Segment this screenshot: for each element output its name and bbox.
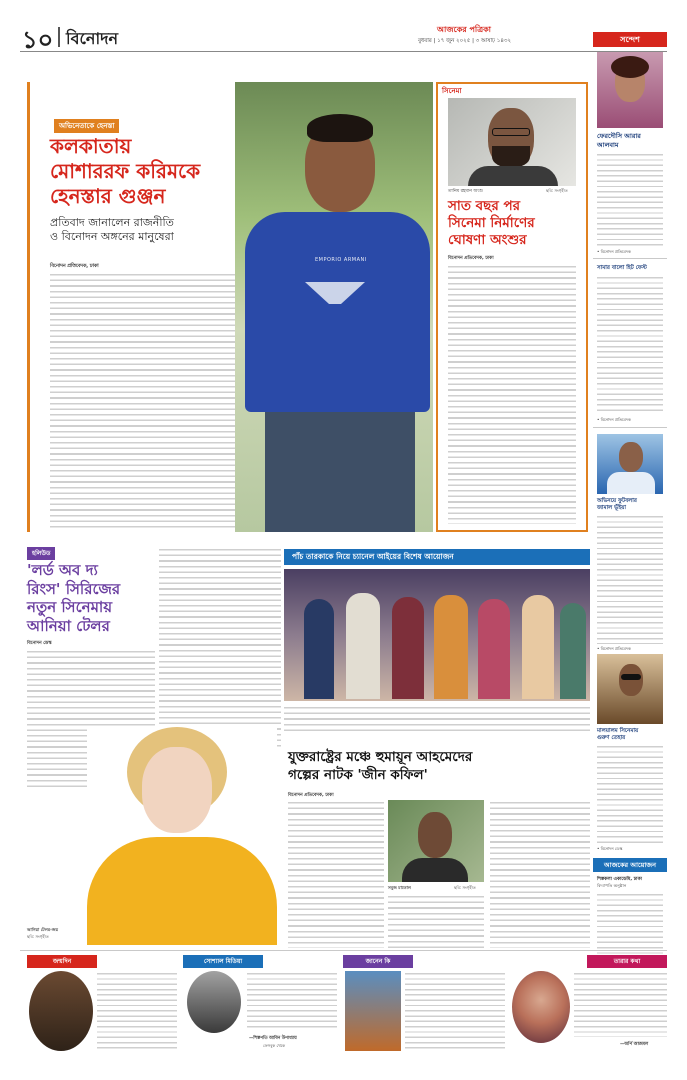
page-divider [58,27,60,47]
cinema-byline: বিনোদন প্রতিবেদক, ঢাকা [448,256,494,261]
hollywood-byline: বিনোদন ডেস্ক [27,641,52,646]
hollywood-headline-line-4: আনিয়া টেলর [27,616,110,635]
photo-beard [492,146,530,168]
channel-i-body-text [284,705,590,731]
birthday-text [97,971,177,1051]
lead-byline: বিনোদন প্রতিবেদক, ঢাকা [50,264,99,269]
photo-person [560,603,586,699]
cinema-headline-line-1: সাত বছর পর [448,198,521,214]
mosharraf-karim-photo [235,82,433,532]
paper-name: আজকের পত্রিকা [437,25,491,34]
bottom-divider [20,950,667,951]
item1-title [597,132,641,149]
social-media-photo [187,971,241,1033]
item1-title-line-2: আলবাম [597,140,619,149]
drama-body-text-right [490,800,590,948]
sidebar-title: সন্দেশ [593,32,667,47]
item4-title-line-1: মালয়ালম সিনেমায় [597,728,639,734]
page-number: ১০ [22,25,54,54]
events-line-1: শিল্পকলা একাডেমি, ঢাকা [597,877,642,882]
channel-i-banner: পাঁচ তারকাকে নিয়ে চ্যানেল আইয়ের বিশেষ আয়োজন [284,549,590,565]
kendrick-lamar-photo [29,971,93,1051]
hollywood-caption: আনিয়া টেলর-জয় [27,927,59,932]
star-talk-box [510,955,667,1053]
photo-glasses [492,128,530,136]
item1-credit: • বিনোদন প্রতিবেদক [597,249,631,254]
did-you-know-title: জানেন কি [343,955,413,968]
did-you-know-text [405,971,505,1051]
lead-deck-line-2: ও বিনোদন অঙ্গনের মানুষেরা [50,230,174,243]
drama-story [284,748,590,948]
lead-deck-line-1: প্রতিবাদ জানালেন রাজনীতি [50,216,174,229]
photo-face [418,812,452,858]
lead-story [27,82,430,532]
photo-hair [611,56,649,78]
photo-person [304,599,334,699]
cinema-headline-line-2: সিনেমা নির্মাণের [448,215,535,231]
birthday-title: জন্মদিন [27,955,97,968]
item1-text [597,152,663,247]
social-media-box [183,955,338,1053]
cinema-body-text [448,264,576,524]
events-line-2: বিদ্যাপতি অনুষ্ঠান [597,883,627,888]
social-media-title: সোশ্যাল মিডিয়া [183,955,263,968]
cinema-headline-line-3: ঘোষণা অংশুর [448,232,527,248]
photo-sunglasses [621,674,641,680]
masthead [20,22,667,52]
star-talk-title: তারার কথা [587,955,667,968]
drama-byline: বিনোদন প্রতিবেদক, ঢাকা [288,793,334,798]
drama-headline-line-2: গল্পের নাটক 'জীন কফিল' [288,767,428,783]
hollywood-headline-line-3: নতুন সিনেমায় [27,598,113,616]
item4-title [597,728,638,742]
tanim-rahman-photo [448,98,576,186]
item1-title-line-1: ফেরদৌসি আরার [597,132,641,140]
divider [593,258,667,259]
item3-title-line-1: অভিনয়ে ফুটবলার [597,498,637,504]
photo-dress [87,837,277,945]
item4-credit: • বিনোদন ডেস্ক [597,846,623,851]
cinema-headline [448,198,583,249]
ferdousi-ara-photo [597,52,663,128]
did-you-know-box [343,955,505,1053]
photo-jersey [607,472,655,494]
jamal-bhuiyan-photo [597,434,663,494]
item4-text [597,744,663,844]
drama-caption: সবুজ মাতোল [388,885,412,890]
photo-body [468,166,558,186]
lead-headline [50,134,260,209]
item4-title-line-2: গুরুণ তেহার [597,735,626,741]
cinema-story [436,82,588,532]
star-talk-text [574,971,667,1037]
photo-person [392,597,424,699]
item3-title-line-2: জামাল ভূঁইয়া [597,505,626,511]
section-title: বিনোদন [66,29,119,48]
photo-face [142,747,212,833]
item2-text [597,275,663,415]
hollywood-headline-line-2: রিংস' সিরিজের [27,579,121,598]
item3-credit: • বিনোদন প্রতিবেদক [597,646,631,651]
drama-headline [288,748,590,784]
photo-person [478,599,510,699]
social-media-text [247,971,337,1031]
social-media-sign: —শিল্পপতি আবিন উপাধ্যায় [249,1036,297,1041]
cinema-caption: তানিম রহমান অংশু [448,189,484,194]
shirt-brand-label: EMPORIO ARMANI [315,257,367,263]
edition-date: বুধবার | ১৭ জুন ২০২৫ | ৩ আষাঢ় ১৪৩২ [418,38,512,44]
hollywood-credit: ছবি: সংগৃহীত [27,934,49,939]
lead-headline-line-1: কলকাতায় [50,134,132,158]
kicker: অভিনেতাকে হেনস্তা [54,119,119,133]
did-you-know-poster [345,971,401,1051]
drama-headline-line-1: যুক্তরাষ্ট্রের মঞ্চে হুমায়ূন আহমেদের [288,749,473,765]
photo-person [522,595,554,699]
photo-jeans [265,412,415,532]
cinema-tag: সিনেমা [438,84,466,98]
divider [593,427,667,428]
photo-shirt [402,858,468,882]
social-media-sub: ফেসবুক থেকে [263,1043,286,1048]
hollywood-story [27,547,281,945]
drama-body-text-mid [388,894,484,948]
drama-body-text-left [288,800,384,948]
item3-title [597,498,637,512]
drama-credit: ছবি: সংগৃহীত [454,885,476,890]
guru-tehar-photo [597,654,663,724]
item2-title: সামার বালো হিট ফেস্ট [597,265,647,271]
photo-person [434,595,468,699]
photo-shirt [245,212,430,412]
photo-face [619,442,643,472]
item3-text [597,514,663,644]
sabuj-matol-photo [388,800,484,882]
star-talk-photo [512,971,570,1043]
sidebar [593,32,667,970]
lead-headline-line-3: হেনস্তার গুঞ্জন [50,184,166,208]
photo-person [346,593,380,699]
events-title: আজকের আয়োজন [593,858,667,872]
photo-hair [307,114,373,142]
star-talk-sign: —অর্পি আজমল [620,1042,649,1047]
channel-i-story [284,549,590,731]
hollywood-tag: হলিউড [27,547,55,560]
hollywood-headline-line-1: 'লর্ড অব দ্য [27,561,98,579]
anya-taylor-joy-photo [87,727,277,945]
photo-face [619,664,643,696]
item2-credit: • বিনোদন প্রতিবেদক [597,417,631,422]
lead-body-text [50,272,255,530]
cinema-credit: ছবি: সংগৃহীত [546,188,568,193]
hollywood-body-text-right [159,547,281,747]
lead-headline-line-2: মোশাররফ করিমকে [50,159,201,183]
birthday-box [27,955,177,1053]
hollywood-headline [27,561,147,635]
channel-i-group-photo [284,569,590,701]
